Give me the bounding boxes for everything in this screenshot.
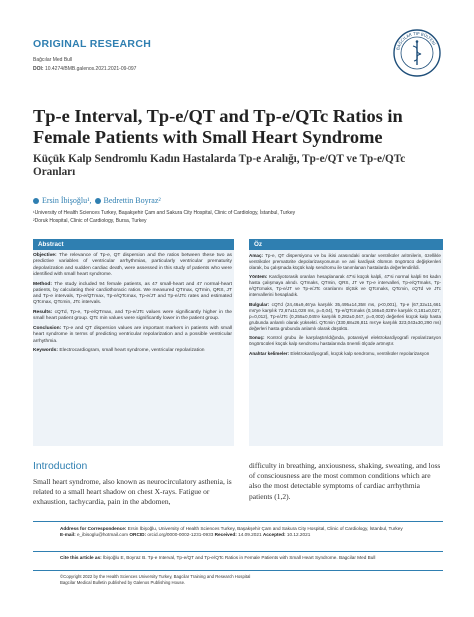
orcid-icon[interactable] <box>33 198 39 204</box>
article-title: Tp-e Interval, Tp-e/QT and Tp-e/QTc Ratios in Female Patients with Small Heart Syndrome <box>33 106 403 147</box>
correspondence-block: Address for Correspondence: Ersin İbişoğlu, University of Health Sciences Turkey, Başakşehir Çam and Sakura City Hospital, Clinic of Cardiology, İstanbul, Turkey E-mail: e_ibisoglu@hotmail.com ORCID: orcid.org/0000-0002-1231-0933 Received: 14.09.2021 Accepted: 10.12.2021 <box>60 526 403 537</box>
abstract-paragraph: Results: cQTd, Tp-e, Tp-e/QTmax, and Tp-e/JTc values were significantly higher in the small heart patient group. QTc min values were significantly lower in the patient group. <box>33 310 233 322</box>
doi-line[interactable] <box>33 66 136 72</box>
doi-label: DOI: <box>33 66 44 72</box>
abstract-heading: Abstract <box>33 239 234 250</box>
oz-paragraph: Sonuç: Kontrol grubu ile karşılaştırıldığında, potansiyel elektrokardiyografi repolarizasyon öngörücüleri küçük kalp sendromu hastalarında önemli ölçüde artmıştır. <box>249 335 442 347</box>
doi-value[interactable]: 10.4274/BMB.galenos.2021.2021-09-097 <box>44 66 137 72</box>
footer-divider <box>33 570 443 571</box>
copyright-block: ©Copyright 2022 by the Health Sciences University Turkey, Bagcilar Training and Research Hospital Bagcilar Medical Bulletin published by Galenos Publishing House. <box>60 574 251 585</box>
journal-seal-logo <box>392 28 442 78</box>
email-link[interactable]: e_ibisoglu@hotmail.com <box>76 532 129 537</box>
footer-divider <box>33 551 443 552</box>
oz-keywords: Anahtar kelimeler: Elektrokardiyografi, küçük kalp sendromu, ventriküler repolarizasyon <box>249 350 430 356</box>
abstract-body <box>33 253 232 358</box>
article-subtitle-turkish: Küçük Kalp Sendromlu Kadın Hastalarda Tp-e Aralığı, Tp-e/QT ve Tp-e/QTc Oranları <box>33 153 406 178</box>
introduction-heading: Introduction <box>33 461 88 472</box>
oz-body <box>249 253 441 360</box>
oz-heading: Öz <box>249 239 443 250</box>
oz-paragraph: Bulgular: cQTd (24,46±9,46'ya karşılık 35,495±14,358 ms, p<0,001), Tp-e (67,32±11,661 ms'ye karşılık 72,67±11,028 ms, p=0,04), Tp-e/QTcmaks (0,166±0,028'e karşılık 0,181±0,027, p=0,012), Tp-e/JTc (0,255±0,045'e karşılık 0,282±0,047, p=0,002) değerleri küçük kalp hasta grubunda anlamlı olarak yüksekti. QTcmin (330,68±26,811 ms'ye karşılık 323,043±30,290 ms) değerleri hasta grubunda anlamlı olarak düşüktü. <box>249 301 442 331</box>
affiliation-2: ²Doruk Hospital, Clinic of Cardiology, Bursa, Turkey <box>33 218 147 224</box>
orcid-link[interactable]: orcid.org/0000-0002-1231-0933 <box>147 532 214 537</box>
oz-paragraph: Yöntem: Kardiyotorasik oranları hesaplanarak 47'si küçük kalpli, 47'si normal kalpli 94 kadın hasta çalışmaya alındı. QTmaks, QTmin, QRS, JT ve Tp-e intervalleri, Tp-e/QTmaks, Tp-e/QTcmaks, Tp-e/JT ve Tp-e/JTc oranlarını ölçtük ve QTcmaks, QTcmin, cQTd ve JTc intervallerini hesapladık. <box>249 274 441 298</box>
introduction-text-right: difficulty in breathing, anxiousness, shaking, sweating, and loss of consciousness are the most common conditions which are also the most detectable symptoms of cardiac arrhythmia patients (1,2). <box>249 461 441 501</box>
footer-divider <box>33 521 443 522</box>
author-name[interactable]: Ersin İbişoğlu¹, <box>42 196 92 205</box>
abstract-paragraph: Conclusion: Tp-e and QT dispersion values are important markers in patients with small heart syndrome in terms of predicting ventricular repolarization and a possible ventricular arrhythmia. <box>33 326 232 344</box>
abstract-paragraph: Method: The study included 94 female patients, as 47 small-heart and 47 normal-heart patients, by calculating their cardiothoracic ratios. We measured QTmax, QTmin, QRS, JT and Tp-e intervals, Tp-e/QTmax, Tp-e/QTcmax, Tp-e/JT and Tp-e/JTc rates and estimated QTcmax, QTcmin, JTc intervals. <box>33 281 232 306</box>
journal-name: Bağcılar Med Bull <box>33 57 73 63</box>
introduction-text-left: Small heart syndrome, also known as neurocirculatory asthenia, is related to a small heart shadow on chest X-rays. Fatigue or exhaustion, tachycardia, pain in the abdomen, <box>33 477 232 507</box>
oz-paragraph: Amaç: Tp-e, QT dispersiyonu ve bu ikisi arasındaki oranlar ventriküler aritmilerin, özellikle ventriküler prematürite depolarizasyonunun ve ani kardiyak ölümün öngörücü değişkenleri olarak, bu çalışmada küçük kalp sendromu ile tanımlanan hastalarda değerlendirildi. <box>249 253 441 270</box>
orcid-icon[interactable] <box>95 198 101 204</box>
author-name[interactable]: Bedrettin Boyraz² <box>103 196 161 205</box>
article-type-label: ORIGINAL RESEARCH <box>33 38 152 50</box>
citation-block: Cite this article as: İbişoğlu E, Boyraz B. Tp-e Interval, Tp-e/QT and Tp-e/QTc Ratios in Female Patients with Small Heart Syndrome. Bagcilar Med Bull <box>60 555 376 560</box>
abstract-paragraph: Objective: The relevance of Tp-e, QT dispersion and the ratios between these two as predictive variables of ventricular arrhythmias, particularly ventricular prematurity depolarization and sudden cardiac death, were assessed in this study of patients who were identified with small heart syndrome. <box>33 253 232 277</box>
abstract-keywords: Keywords: Electrocardiogram, small heart syndrome, ventricular repolarization <box>33 348 205 354</box>
svg-text:BAĞCILAR TIP BÜLTENİ: BAĞCILAR TIP BÜLTENİ <box>395 30 437 51</box>
affiliation-1: ¹University of Health Sciences Turkey, Başakşehir Çam and Sakura City Hospital, Clinic of Cardiology, İstanbul, Turkey <box>33 210 296 216</box>
author-list <box>33 196 161 205</box>
